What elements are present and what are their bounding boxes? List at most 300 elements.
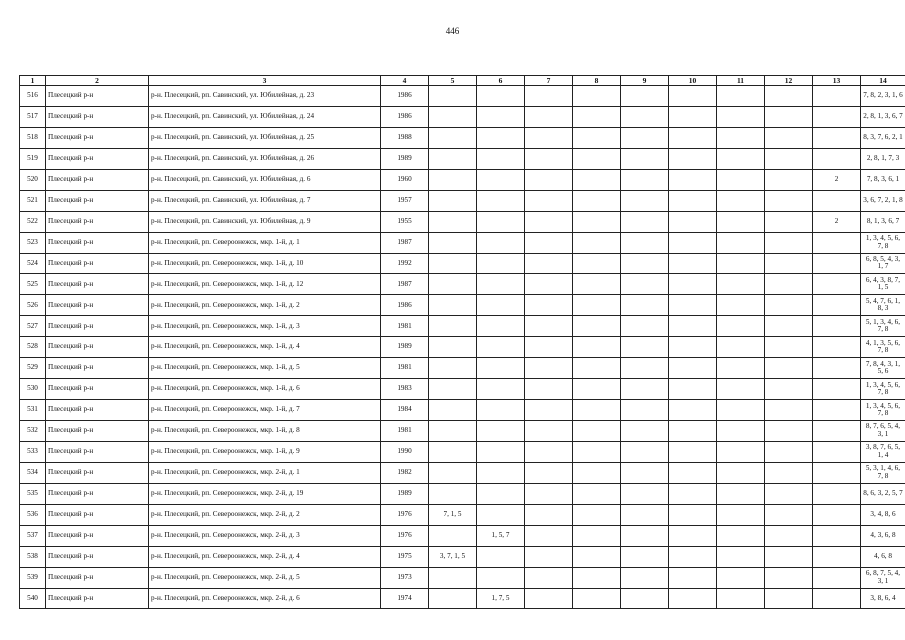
col12-cell [765, 169, 813, 190]
col12-cell [765, 462, 813, 483]
district-cell: Плесецкий р-н [46, 483, 149, 504]
col10-cell [669, 316, 717, 337]
col11-cell [717, 274, 765, 295]
year-cell: 1987 [381, 232, 429, 253]
col6-cell [477, 504, 525, 525]
district-cell: Плесецкий р-н [46, 400, 149, 421]
col14-cell: 5, 4, 7, 6, 1, 8, 3 [861, 295, 905, 316]
column-header-2: 2 [46, 76, 149, 86]
col10-cell [669, 421, 717, 442]
col12-cell [765, 190, 813, 211]
col12-cell [765, 274, 813, 295]
col8-cell [573, 211, 621, 232]
col7-cell [525, 379, 573, 400]
table-row [20, 588, 905, 609]
col12-cell [765, 379, 813, 400]
col6-cell [477, 169, 525, 190]
row-number-cell: 517 [20, 106, 46, 127]
col12-cell [765, 232, 813, 253]
col7-cell [525, 295, 573, 316]
row-number-cell: 527 [20, 316, 46, 337]
col6-cell [477, 546, 525, 567]
col9-cell [621, 253, 669, 274]
col7-cell [525, 106, 573, 127]
col8-cell [573, 546, 621, 567]
address-cell: р-н. Плесецкий, рп. Североонежск, мкр. 2-й, д. 1 [149, 462, 381, 483]
col14-cell: 6, 4, 3, 8, 7, 1, 5 [861, 274, 905, 295]
col13-cell [813, 567, 861, 588]
col13-cell [813, 504, 861, 525]
address-cell: р-н. Плесецкий, рп. Североонежск, мкр. 1-й, д. 8 [149, 421, 381, 442]
col8-cell [573, 525, 621, 546]
year-cell: 1981 [381, 316, 429, 337]
col10-cell [669, 337, 717, 358]
col5-cell [429, 400, 477, 421]
address-cell: р-н. Плесецкий, рп. Североонежск, мкр. 1-й, д. 6 [149, 379, 381, 400]
col13-cell: 2 [813, 169, 861, 190]
col13-cell [813, 253, 861, 274]
col8-cell [573, 588, 621, 609]
address-cell: р-н. Плесецкий, рп. Североонежск, мкр. 2-й, д. 5 [149, 567, 381, 588]
col13-cell [813, 462, 861, 483]
col10-cell [669, 441, 717, 462]
col8-cell [573, 169, 621, 190]
col5-cell [429, 295, 477, 316]
col14-cell: 8, 1, 3, 6, 7 [861, 211, 905, 232]
row-number-cell: 538 [20, 546, 46, 567]
col10-cell [669, 148, 717, 169]
table-row [20, 190, 905, 211]
table-row [20, 337, 905, 358]
row-number-cell: 539 [20, 567, 46, 588]
address-cell: р-н. Плесецкий, рп. Савинский, ул. Юбилейная, д. 9 [149, 211, 381, 232]
district-cell: Плесецкий р-н [46, 462, 149, 483]
table-row [20, 400, 905, 421]
col14-cell: 8, 3, 7, 6, 2, 1 [861, 127, 905, 148]
district-cell: Плесецкий р-н [46, 358, 149, 379]
row-number-cell: 529 [20, 358, 46, 379]
col5-cell [429, 274, 477, 295]
col5-cell [429, 337, 477, 358]
col6-cell [477, 441, 525, 462]
col9-cell [621, 316, 669, 337]
col14-cell: 4, 1, 3, 5, 6, 7, 8 [861, 337, 905, 358]
col8-cell [573, 253, 621, 274]
col5-cell [429, 441, 477, 462]
col13-cell [813, 400, 861, 421]
col7-cell [525, 148, 573, 169]
col12-cell [765, 421, 813, 442]
year-cell: 1983 [381, 379, 429, 400]
column-header-1: 1 [20, 76, 46, 86]
col14-cell: 3, 8, 7, 6, 5, 1, 4 [861, 441, 905, 462]
table-row [20, 106, 905, 127]
address-cell: р-н. Плесецкий, рп. Североонежск, мкр. 1-й, д. 1 [149, 232, 381, 253]
row-number-cell: 523 [20, 232, 46, 253]
col9-cell [621, 295, 669, 316]
col5-cell [429, 316, 477, 337]
year-cell: 1982 [381, 462, 429, 483]
col10-cell [669, 546, 717, 567]
col11-cell [717, 295, 765, 316]
col9-cell [621, 148, 669, 169]
col14-cell: 1, 3, 4, 5, 6, 7, 8 [861, 379, 905, 400]
col10-cell [669, 462, 717, 483]
col6-cell: 1, 7, 5 [477, 588, 525, 609]
col8-cell [573, 295, 621, 316]
column-header-9: 9 [621, 76, 669, 86]
address-cell: р-н. Плесецкий, рп. Североонежск, мкр. 2-й, д. 3 [149, 525, 381, 546]
address-cell: р-н. Плесецкий, рп. Североонежск, мкр. 1-й, д. 4 [149, 337, 381, 358]
row-number-cell: 516 [20, 86, 46, 107]
district-cell: Плесецкий р-н [46, 253, 149, 274]
col9-cell [621, 211, 669, 232]
col7-cell [525, 358, 573, 379]
col9-cell [621, 274, 669, 295]
col13-cell [813, 379, 861, 400]
column-header-10: 10 [669, 76, 717, 86]
col5-cell: 3, 7, 1, 5 [429, 546, 477, 567]
col11-cell [717, 567, 765, 588]
col5-cell [429, 169, 477, 190]
col13-cell [813, 421, 861, 442]
col12-cell [765, 211, 813, 232]
row-number-cell: 525 [20, 274, 46, 295]
col9-cell [621, 379, 669, 400]
col5-cell [429, 86, 477, 107]
address-cell: р-н. Плесецкий, рп. Североонежск, мкр. 1-й, д. 3 [149, 316, 381, 337]
col10-cell [669, 379, 717, 400]
col10-cell [669, 127, 717, 148]
year-cell: 1990 [381, 441, 429, 462]
col11-cell [717, 211, 765, 232]
column-header-11: 11 [717, 76, 765, 86]
col12-cell [765, 253, 813, 274]
col12-cell [765, 400, 813, 421]
year-cell: 1973 [381, 567, 429, 588]
col11-cell [717, 316, 765, 337]
year-cell: 1986 [381, 295, 429, 316]
address-cell: р-н. Плесецкий, рп. Североонежск, мкр. 1-й, д. 5 [149, 358, 381, 379]
col10-cell [669, 567, 717, 588]
col9-cell [621, 106, 669, 127]
col13-cell [813, 316, 861, 337]
col10-cell [669, 253, 717, 274]
col6-cell [477, 567, 525, 588]
col14-cell: 7, 8, 3, 6, 1 [861, 169, 905, 190]
col7-cell [525, 588, 573, 609]
table-row [20, 421, 905, 442]
column-header-7: 7 [525, 76, 573, 86]
col6-cell [477, 421, 525, 442]
table-row [20, 358, 905, 379]
year-cell: 1992 [381, 253, 429, 274]
col10-cell [669, 86, 717, 107]
col7-cell [525, 211, 573, 232]
col9-cell [621, 462, 669, 483]
col7-cell [525, 567, 573, 588]
col11-cell [717, 148, 765, 169]
col13-cell [813, 337, 861, 358]
address-cell: р-н. Плесецкий, рп. Савинский, ул. Юбилейная, д. 25 [149, 127, 381, 148]
col9-cell [621, 232, 669, 253]
col14-cell: 7, 8, 4, 3, 1, 5, 6 [861, 358, 905, 379]
year-cell: 1986 [381, 86, 429, 107]
col9-cell [621, 337, 669, 358]
col5-cell [429, 462, 477, 483]
col6-cell [477, 148, 525, 169]
district-cell: Плесецкий р-н [46, 546, 149, 567]
col8-cell [573, 441, 621, 462]
col6-cell [477, 86, 525, 107]
district-cell: Плесецкий р-н [46, 169, 149, 190]
col8-cell [573, 379, 621, 400]
col10-cell [669, 169, 717, 190]
table-row [20, 274, 905, 295]
col13-cell [813, 232, 861, 253]
col6-cell [477, 295, 525, 316]
col9-cell [621, 441, 669, 462]
col12-cell [765, 86, 813, 107]
col7-cell [525, 169, 573, 190]
col14-cell: 8, 6, 3, 2, 5, 7 [861, 483, 905, 504]
col7-cell [525, 525, 573, 546]
table-row [20, 148, 905, 169]
col14-cell: 4, 3, 6, 8 [861, 525, 905, 546]
col6-cell [477, 462, 525, 483]
row-number-cell: 531 [20, 400, 46, 421]
address-cell: р-н. Плесецкий, рп. Североонежск, мкр. 1-й, д. 7 [149, 400, 381, 421]
col10-cell [669, 211, 717, 232]
col7-cell [525, 504, 573, 525]
row-number-cell: 534 [20, 462, 46, 483]
table-row [20, 483, 905, 504]
col6-cell [477, 274, 525, 295]
col8-cell [573, 190, 621, 211]
table-row [20, 211, 905, 232]
row-number-cell: 521 [20, 190, 46, 211]
col14-cell: 4, 6, 8 [861, 546, 905, 567]
col9-cell [621, 588, 669, 609]
col5-cell: 7, 1, 5 [429, 504, 477, 525]
col6-cell [477, 253, 525, 274]
table-row [20, 567, 905, 588]
col12-cell [765, 441, 813, 462]
row-number-cell: 522 [20, 211, 46, 232]
district-cell: Плесецкий р-н [46, 232, 149, 253]
col13-cell [813, 295, 861, 316]
column-header-6: 6 [477, 76, 525, 86]
col13-cell [813, 86, 861, 107]
col5-cell [429, 525, 477, 546]
district-cell: Плесецкий р-н [46, 567, 149, 588]
col5-cell [429, 358, 477, 379]
col7-cell [525, 190, 573, 211]
col7-cell [525, 441, 573, 462]
address-cell: р-н. Плесецкий, рп. Савинский, ул. Юбилейная, д. 6 [149, 169, 381, 190]
col11-cell [717, 525, 765, 546]
col11-cell [717, 253, 765, 274]
col7-cell [525, 253, 573, 274]
col14-cell: 5, 1, 3, 4, 6, 7, 8 [861, 316, 905, 337]
address-cell: р-н. Плесецкий, рп. Савинский, ул. Юбилейная, д. 26 [149, 148, 381, 169]
table-row [20, 127, 905, 148]
col11-cell [717, 504, 765, 525]
row-number-cell: 524 [20, 253, 46, 274]
address-cell: р-н. Плесецкий, рп. Савинский, ул. Юбилейная, д. 7 [149, 190, 381, 211]
col8-cell [573, 106, 621, 127]
col13-cell [813, 358, 861, 379]
col13-cell [813, 441, 861, 462]
col12-cell [765, 483, 813, 504]
col10-cell [669, 295, 717, 316]
col11-cell [717, 232, 765, 253]
year-cell: 1960 [381, 169, 429, 190]
col7-cell [525, 86, 573, 107]
col10-cell [669, 106, 717, 127]
col5-cell [429, 421, 477, 442]
col5-cell [429, 567, 477, 588]
col13-cell [813, 525, 861, 546]
column-header-13: 13 [813, 76, 861, 86]
col13-cell [813, 148, 861, 169]
col6-cell [477, 337, 525, 358]
col13-cell [813, 106, 861, 127]
col7-cell [525, 400, 573, 421]
col7-cell [525, 127, 573, 148]
table-body [20, 86, 905, 609]
row-number-cell: 530 [20, 379, 46, 400]
col9-cell [621, 358, 669, 379]
col11-cell [717, 421, 765, 442]
column-header-5: 5 [429, 76, 477, 86]
year-cell: 1974 [381, 588, 429, 609]
row-number-cell: 532 [20, 421, 46, 442]
col14-cell: 2, 8, 1, 7, 3 [861, 148, 905, 169]
year-cell: 1981 [381, 421, 429, 442]
table-row [20, 295, 905, 316]
col12-cell [765, 567, 813, 588]
district-cell: Плесецкий р-н [46, 504, 149, 525]
col5-cell [429, 148, 477, 169]
table-row [20, 441, 905, 462]
col8-cell [573, 316, 621, 337]
year-cell: 1989 [381, 483, 429, 504]
year-cell: 1976 [381, 525, 429, 546]
address-cell: р-н. Плесецкий, рп. Североонежск, мкр. 1-й, д. 12 [149, 274, 381, 295]
header-row [20, 76, 905, 86]
col6-cell [477, 316, 525, 337]
col13-cell [813, 274, 861, 295]
col11-cell [717, 106, 765, 127]
address-cell: р-н. Плесецкий, рп. Североонежск, мкр. 2-й, д. 19 [149, 483, 381, 504]
col9-cell [621, 400, 669, 421]
col14-cell: 7, 8, 2, 3, 1, 6 [861, 86, 905, 107]
address-cell: р-н. Плесецкий, рп. Североонежск, мкр. 1-й, д. 9 [149, 441, 381, 462]
district-cell: Плесецкий р-н [46, 127, 149, 148]
col7-cell [525, 274, 573, 295]
col11-cell [717, 441, 765, 462]
district-cell: Плесецкий р-н [46, 441, 149, 462]
col10-cell [669, 274, 717, 295]
row-number-cell: 519 [20, 148, 46, 169]
col10-cell [669, 483, 717, 504]
row-number-cell: 520 [20, 169, 46, 190]
col5-cell [429, 127, 477, 148]
col8-cell [573, 337, 621, 358]
col7-cell [525, 316, 573, 337]
col8-cell [573, 483, 621, 504]
year-cell: 1976 [381, 504, 429, 525]
col9-cell [621, 504, 669, 525]
column-header-8: 8 [573, 76, 621, 86]
table-row [20, 232, 905, 253]
col9-cell [621, 190, 669, 211]
col11-cell [717, 588, 765, 609]
district-cell: Плесецкий р-н [46, 274, 149, 295]
district-cell: Плесецкий р-н [46, 211, 149, 232]
col6-cell [477, 106, 525, 127]
col14-cell: 1, 3, 4, 5, 6, 7, 8 [861, 232, 905, 253]
col9-cell [621, 127, 669, 148]
col12-cell [765, 295, 813, 316]
table-row [20, 379, 905, 400]
col8-cell [573, 86, 621, 107]
address-cell: р-н. Плесецкий, рп. Североонежск, мкр. 1-й, д. 10 [149, 253, 381, 274]
col14-cell: 6, 8, 7, 5, 4, 3, 1 [861, 567, 905, 588]
district-cell: Плесецкий р-н [46, 421, 149, 442]
col13-cell [813, 127, 861, 148]
col8-cell [573, 127, 621, 148]
col9-cell [621, 567, 669, 588]
col10-cell [669, 232, 717, 253]
year-cell: 1975 [381, 546, 429, 567]
col9-cell [621, 483, 669, 504]
col8-cell [573, 504, 621, 525]
district-cell: Плесецкий р-н [46, 337, 149, 358]
col12-cell [765, 525, 813, 546]
address-cell: р-н. Плесецкий, рп. Североонежск, мкр. 2-й, д. 4 [149, 546, 381, 567]
col7-cell [525, 421, 573, 442]
col11-cell [717, 358, 765, 379]
col8-cell [573, 148, 621, 169]
col8-cell [573, 400, 621, 421]
year-cell: 1955 [381, 211, 429, 232]
table-row [20, 525, 905, 546]
row-number-cell: 537 [20, 525, 46, 546]
col11-cell [717, 169, 765, 190]
col7-cell [525, 462, 573, 483]
address-cell: р-н. Плесецкий, рп. Савинский, ул. Юбилейная, д. 23 [149, 86, 381, 107]
col12-cell [765, 337, 813, 358]
col5-cell [429, 106, 477, 127]
year-cell: 1984 [381, 400, 429, 421]
col7-cell [525, 483, 573, 504]
table-row [20, 504, 905, 525]
col5-cell [429, 379, 477, 400]
col13-cell [813, 190, 861, 211]
col10-cell [669, 190, 717, 211]
col12-cell [765, 358, 813, 379]
row-number-cell: 535 [20, 483, 46, 504]
district-cell: Плесецкий р-н [46, 86, 149, 107]
year-cell: 1989 [381, 148, 429, 169]
col14-cell: 2, 8, 1, 3, 6, 7 [861, 106, 905, 127]
district-cell: Плесецкий р-н [46, 316, 149, 337]
col13-cell [813, 546, 861, 567]
col12-cell [765, 546, 813, 567]
col8-cell [573, 421, 621, 442]
